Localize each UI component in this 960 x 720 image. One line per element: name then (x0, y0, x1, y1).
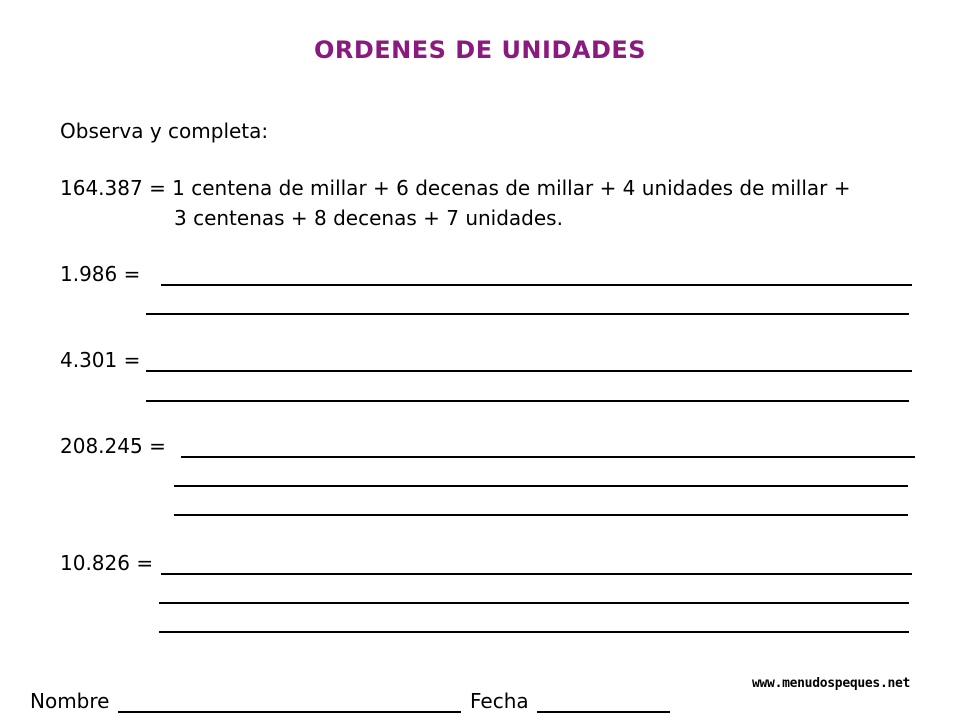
answer-line[interactable] (146, 370, 912, 372)
answer-line[interactable] (146, 313, 909, 315)
answer-line[interactable] (181, 456, 915, 458)
answer-line[interactable] (174, 514, 908, 516)
date-label: Fecha (470, 689, 529, 713)
answer-line[interactable] (174, 485, 908, 487)
page-title: ORDENES DE UNIDADES (313, 36, 647, 64)
answer-line[interactable] (159, 602, 909, 604)
date-line[interactable] (537, 711, 670, 713)
instruction-text: Observa y completa: (60, 119, 269, 143)
exercise-label: 4.301 = (60, 348, 141, 372)
exercise-label: 10.826 = (60, 551, 154, 575)
exercise-label: 208.245 = (60, 434, 166, 458)
name-label: Nombre (30, 689, 110, 713)
example-line-2: 3 centenas + 8 decenas + 7 unidades. (174, 206, 563, 230)
name-line[interactable] (118, 711, 461, 713)
example-line-1: 164.387 = 1 centena de millar + 6 decenas de millar + 4 unidades de millar + (60, 176, 851, 200)
answer-line[interactable] (159, 631, 909, 633)
answer-line[interactable] (161, 284, 912, 286)
answer-line[interactable] (146, 400, 909, 402)
website-text: www.menudospeques.net (752, 676, 911, 691)
answer-line[interactable] (161, 573, 912, 575)
exercise-label: 1.986 = (60, 262, 141, 286)
